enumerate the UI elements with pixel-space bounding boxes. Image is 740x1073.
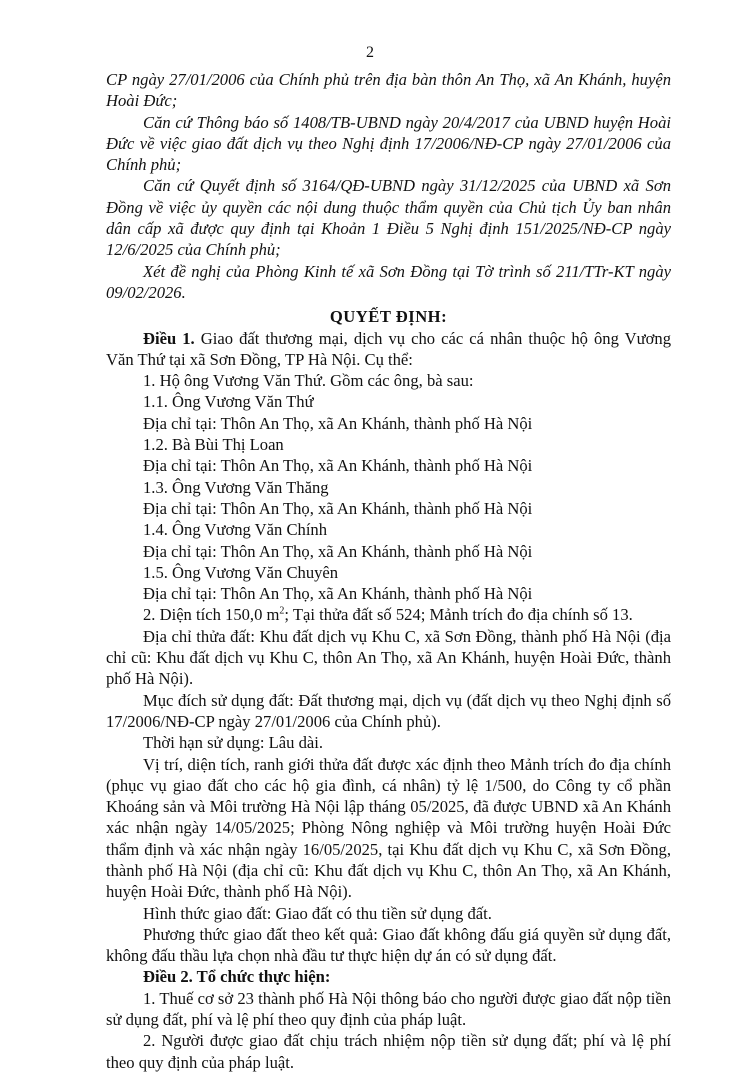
land-location: Vị trí, diện tích, ranh giới thửa đất được xác định theo Mảnh trích đo địa chính (phục vụ giao đất cho các hộ gia đình, cá nhân) tỷ lệ 1/500, do Công ty cổ phần Khoáng sản và Môi trường Hà Nội lập tháng 05/2025, đã được UBND xã An Khánh xác nhận ngày 14/05/2025; Phòng Nông nghiệp và Môi trường huyện Hoài Đức thẩm định và xác nhận ngày 16/05/2025, tại Khu đất dịch vụ Khu C, xã Sơn Đồng, thành phố Hà Nội (địa chỉ cũ: Khu đất dịch vụ Khu C, thôn An Thọ, xã An Khánh, huyện Hoài Đức, thành phố Hà Nội).	[106, 754, 671, 902]
member-address: Địa chỉ tại: Thôn An Thọ, xã An Khánh, thành phố Hà Nội	[143, 541, 533, 561]
household-intro: 1. Hộ ông Vương Văn Thứ. Gồm các ông, bà sau:	[143, 371, 474, 391]
article-1	[106, 328, 671, 371]
decision-title: QUYẾT ĐỊNH:	[329, 307, 448, 327]
allocation-form: Hình thức giao đất: Giao đất có thu tiền sử dụng đất.	[143, 903, 492, 923]
member-name: 1.5. Ông Vương Văn Chuyên	[143, 562, 339, 582]
land-purpose: Mục đích sử dụng đất: Đất thương mại, dịch vụ (đất dịch vụ theo Nghị định số 17/2006/NĐ-CP ngày 27/01/2006 của Chính phủ).	[106, 690, 671, 731]
article-2-item: 2. Người được giao đất chịu trách nhiệm nộp tiền sử dụng đất; phí và lệ phí theo quy định của pháp luật.	[106, 1031, 671, 1072]
preamble-proposal: Xét đề nghị của Phòng Kinh tế xã Sơn Đồng tại Tờ trình số 211/TTr-KT ngày 09/02/2026.	[106, 261, 671, 302]
area-prefix: 2. Diện tích 150,0 m	[143, 605, 280, 625]
land-term: Thời hạn sử dụng: Lâu dài.	[143, 733, 323, 753]
article-2-item: 1. Thuế cơ sở 23 thành phố Hà Nội thông báo cho người được giao đất nộp tiền sử dụng đất, phí và lệ phí theo quy định của pháp luật.	[106, 988, 671, 1030]
page-number: 2	[366, 44, 374, 61]
preamble-notice: Căn cứ Thông báo số 1408/TB-UBND ngày 20/4/2017 của UBND huyện Hoài Đức về việc giao đất dịch vụ theo Nghị định 17/2006/NĐ-CP ngày 27/01/2006 của Chính phủ;	[106, 112, 671, 175]
member-name: 1.4. Ông Vương Văn Chính	[143, 520, 328, 540]
member-name: 1.3. Ông Vương Văn Thăng	[143, 477, 329, 497]
member-address: Địa chỉ tại: Thôn An Thọ, xã An Khánh, thành phố Hà Nội	[143, 498, 533, 518]
area-line	[106, 604, 671, 625]
article-1-text: Giao đất thương mại, dịch vụ cho các cá nhân thuộc hộ ông Vương Văn Thứ tại xã Sơn Đồng, TP Hà Nội. Cụ thể:	[106, 328, 671, 369]
member-address: Địa chỉ tại: Thôn An Thọ, xã An Khánh, thành phố Hà Nội	[143, 456, 533, 476]
preamble-continuation: CP ngày 27/01/2006 của Chính phủ trên địa bàn thôn An Thọ, xã An Khánh, huyện Hoài Đức;	[106, 70, 671, 111]
member-address: Địa chỉ tại: Thôn An Thọ, xã An Khánh, thành phố Hà Nội	[143, 584, 533, 604]
document-body	[106, 69, 671, 1073]
area-suffix: ; Tại thửa đất số 524; Mảnh trích đo địa chính số 13.	[284, 605, 633, 625]
area-superscript: 2	[279, 605, 285, 617]
article-1-label: Điều 1.	[143, 328, 195, 348]
member-name: 1.2. Bà Bùi Thị Loan	[143, 435, 284, 455]
parcel-address: Địa chỉ thửa đất: Khu đất dịch vụ Khu C, xã Sơn Đồng, thành phố Hà Nội (địa chỉ cũ: Khu đất dịch vụ Khu C, thôn An Thọ, xã An Khánh, huyện Hoài Đức, thành phố Hà Nội).	[106, 626, 671, 689]
allocation-method: Phương thức giao đất theo kết quả: Giao đất không đấu giá quyền sử dụng đất, không đấu thầu lựa chọn nhà đầu tư thực hiện dự án có sử dụng đất.	[106, 924, 671, 966]
member-address: Địa chỉ tại: Thôn An Thọ, xã An Khánh, thành phố Hà Nội	[143, 413, 533, 433]
preamble-decision: Căn cứ Quyết định số 3164/QĐ-UBND ngày 31/12/2025 của UBND xã Sơn Đồng về việc ủy quyền các nội dung thuộc thẩm quyền của Chủ tịch Ủy ban nhân dân cấp xã được quy định tại Khoản 1 Điều 5 Nghị định 151/2025/NĐ-CP ngày 12/6/2025 của Chính phủ;	[106, 176, 671, 260]
article-2-label: Điều 2. Tổ chức thực hiện:	[143, 967, 331, 987]
member-name: 1.1. Ông Vương Văn Thứ	[143, 392, 314, 412]
